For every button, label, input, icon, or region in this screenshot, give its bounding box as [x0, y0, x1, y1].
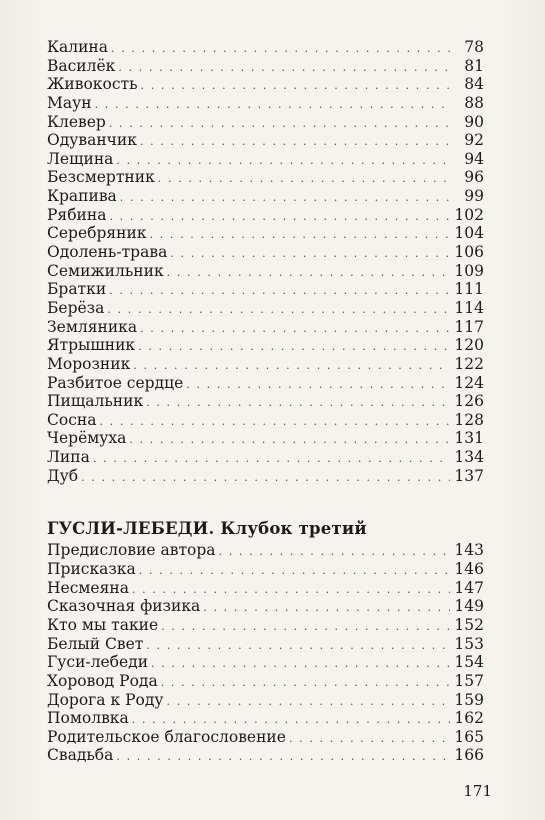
toc-entry: [47, 653, 484, 672]
toc-entry-page: 114: [454, 298, 484, 317]
toc-entry: [47, 243, 484, 262]
toc-entry: [47, 709, 484, 728]
toc-entry-title: Семижильник: [47, 261, 164, 280]
dot-leader: [116, 152, 452, 171]
section-subtitle: Клубок третий: [220, 519, 367, 539]
page-number: 171: [463, 782, 492, 800]
dot-leader: [93, 450, 451, 469]
toc-entry-title: Калина: [47, 38, 108, 56]
toc-entry-page: 81: [464, 56, 484, 75]
toc-entry: [47, 318, 484, 337]
toc-entry-page: 90: [464, 112, 484, 131]
dot-leader: [109, 115, 452, 134]
table-of-contents: [47, 38, 484, 765]
dot-leader: [161, 618, 450, 637]
toc-entry: [47, 579, 484, 598]
toc-entry-page: 111: [454, 280, 484, 299]
toc-entry-page: 128: [454, 410, 484, 429]
toc-entry-page: 152: [454, 615, 484, 634]
dot-leader: [120, 189, 452, 208]
dot-leader: [95, 96, 452, 115]
toc-entry-page: 109: [454, 261, 484, 280]
toc-entry-title: Берёза: [47, 298, 105, 317]
dot-leader: [161, 674, 451, 693]
toc-entry-title: Ятрышник: [47, 336, 136, 355]
toc-entry-title: Морозник: [47, 354, 131, 373]
dot-leader: [167, 264, 451, 283]
toc-entry-page: 99: [464, 187, 484, 206]
toc-entry: [47, 448, 484, 467]
toc-entry: [47, 728, 484, 747]
toc-group-1: [47, 38, 484, 485]
toc-entry: [47, 94, 484, 113]
toc-entry: [47, 374, 484, 393]
toc-entry-page: 143: [454, 541, 484, 560]
toc-entry-title: Липа: [47, 448, 90, 467]
dot-leader: [109, 282, 450, 301]
dot-leader: [146, 394, 450, 413]
toc-entry: [47, 206, 484, 225]
toc-entry: [47, 38, 484, 57]
toc-entry-title: Сосна: [47, 410, 97, 429]
toc-entry-title: Дорога к Роду: [47, 690, 164, 709]
toc-entry-page: 124: [454, 373, 484, 392]
toc-entry-title: Кто мы такие: [47, 615, 159, 634]
toc-entry-title: Хоровод Рода: [47, 671, 158, 690]
dot-leader: [140, 320, 450, 339]
toc-entry-title: Родительское благословение: [47, 727, 286, 746]
toc-entry: [47, 280, 484, 299]
toc-entry: [47, 57, 484, 76]
toc-entry-page: 157: [454, 671, 484, 690]
dot-leader: [129, 431, 450, 450]
toc-entry: [47, 411, 484, 430]
toc-entry-page: 166: [454, 746, 484, 765]
toc-entry: [47, 131, 484, 150]
toc-entry-page: 126: [454, 392, 484, 411]
toc-entry: [47, 355, 484, 374]
toc-entry-title: Несмеяна: [47, 578, 129, 597]
toc-entry: [47, 168, 484, 187]
dot-leader: [219, 543, 451, 562]
toc-entry-page: 88: [464, 93, 484, 112]
dot-leader: [203, 599, 450, 618]
toc-entry: [47, 467, 484, 486]
toc-entry-title: Живокость: [47, 75, 138, 94]
toc-entry-page: 149: [454, 597, 484, 616]
toc-entry-page: 84: [464, 75, 484, 94]
toc-entry-title: Земляника: [47, 317, 138, 336]
toc-group-2: [47, 541, 484, 765]
toc-entry-page: 102: [454, 205, 484, 224]
toc-entry-page: 96: [464, 168, 484, 187]
toc-entry-page: 134: [454, 448, 484, 467]
dot-leader: [146, 637, 450, 656]
toc-entry: [47, 392, 484, 411]
toc-entry: [47, 746, 484, 765]
toc-entry-page: 104: [454, 224, 484, 243]
toc-entry: [47, 616, 484, 635]
dot-leader: [109, 208, 450, 227]
toc-entry-title: Дуб: [47, 466, 79, 485]
toc-entry-page: 106: [454, 243, 484, 262]
toc-entry-page: 162: [454, 709, 484, 728]
toc-entry-title: Гуси-лебеди: [47, 653, 149, 672]
toc-entry-page: 78: [464, 38, 484, 56]
toc-entry-page: 117: [454, 317, 484, 336]
toc-entry: [47, 429, 484, 448]
toc-entry-page: 165: [454, 727, 484, 746]
dot-leader: [139, 562, 451, 581]
dot-leader: [116, 748, 450, 767]
dot-leader: [81, 469, 450, 488]
toc-entry-title: Братки: [47, 280, 107, 299]
dot-leader: [99, 413, 450, 432]
toc-entry-title: Сказочная физика: [47, 597, 201, 616]
toc-entry-title: Свадьба: [47, 746, 114, 765]
toc-entry-title: Предисловие автора: [47, 541, 216, 560]
dot-leader: [118, 59, 452, 78]
toc-entry-page: 153: [454, 634, 484, 653]
toc-entry-title: Одуванчик: [47, 131, 137, 150]
toc-entry-title: Разбитое сердце: [47, 373, 184, 392]
toc-entry: [47, 597, 484, 616]
toc-entry: [47, 187, 484, 206]
toc-entry-title: Помолвка: [47, 709, 129, 728]
dot-leader: [107, 301, 450, 320]
dot-leader: [151, 655, 450, 674]
dot-leader: [140, 133, 452, 152]
dot-leader: [141, 77, 452, 96]
toc-entry-title: Белый Свет: [47, 634, 144, 653]
toc-entry-page: 131: [454, 429, 484, 448]
toc-entry-title: Черёмуха: [47, 429, 127, 448]
toc-entry-title: Маун: [47, 93, 92, 112]
toc-entry-page: 120: [454, 336, 484, 355]
toc-entry-title: Клевер: [47, 112, 106, 131]
section-heading: [47, 517, 484, 541]
dot-leader: [170, 245, 450, 264]
toc-entry: [47, 299, 484, 318]
toc-entry: [47, 113, 484, 132]
toc-entry-page: 159: [454, 690, 484, 709]
toc-entry-title: Пищальник: [47, 392, 144, 411]
toc-entry: [47, 224, 484, 243]
toc-entry-page: 94: [464, 149, 484, 168]
toc-entry-page: 92: [464, 131, 484, 150]
toc-entry-title: Лещина: [47, 149, 114, 168]
toc-entry: [47, 150, 484, 169]
toc-entry: [47, 691, 484, 710]
toc-entry: [47, 336, 484, 355]
dot-leader: [158, 170, 452, 189]
dot-leader: [138, 338, 450, 357]
toc-entry-title: Василёк: [47, 56, 116, 75]
dot-leader: [111, 40, 452, 59]
toc-entry-title: Безсмертник: [47, 168, 155, 187]
toc-entry-title: Одолень-трава: [47, 243, 168, 262]
toc-entry: [47, 262, 484, 281]
toc-entry: [47, 672, 484, 691]
dot-leader: [289, 730, 450, 749]
toc-entry-page: 122: [454, 354, 484, 373]
toc-entry-page: 137: [454, 466, 484, 485]
toc-entry-title: Присказка: [47, 560, 136, 579]
toc-entry: [47, 541, 484, 560]
toc-entry-page: 154: [454, 653, 484, 672]
toc-entry-title: Рябина: [47, 205, 107, 224]
toc-entry: [47, 635, 484, 654]
dot-leader: [186, 376, 450, 395]
toc-entry-page: 146: [454, 560, 484, 579]
toc-entry-title: Серебряник: [47, 224, 147, 243]
dot-leader: [167, 693, 451, 712]
toc-entry-page: 147: [454, 578, 484, 597]
section-title: ГУСЛИ-ЛЕБЕДИ.: [47, 519, 215, 539]
toc-entry-title: Крапива: [47, 187, 117, 206]
toc-entry: [47, 75, 484, 94]
dot-leader: [150, 226, 451, 245]
toc-entry: [47, 560, 484, 579]
